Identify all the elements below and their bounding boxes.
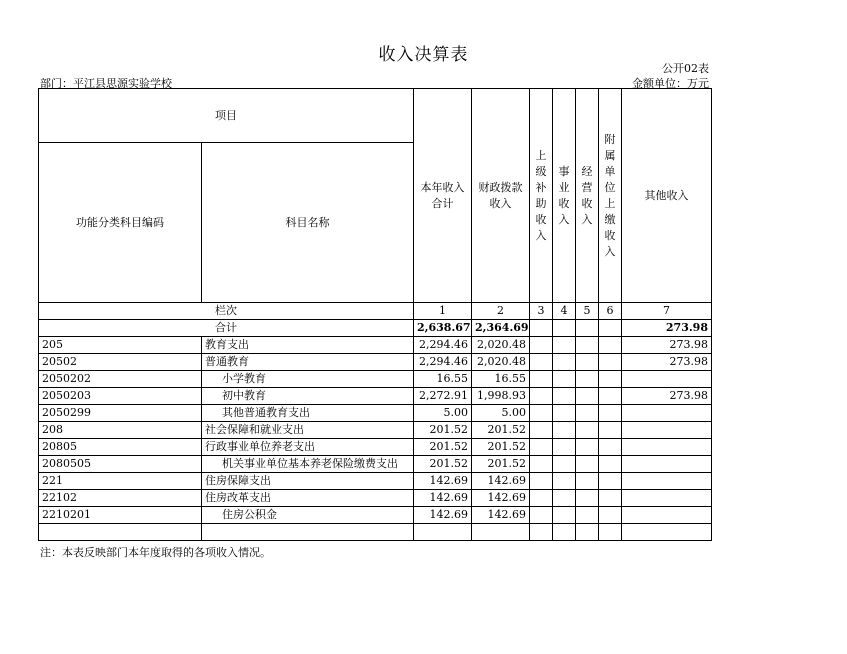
row-other	[622, 405, 712, 422]
sum-fiscal: 2,364.69	[472, 320, 530, 337]
row-code: 20502	[39, 354, 202, 371]
row-name: 其他普通教育支出	[202, 405, 414, 422]
row-name: 行政事业单位养老支出	[202, 439, 414, 456]
row-superior	[530, 422, 553, 439]
row-total: 201.52	[414, 422, 472, 439]
row-business	[553, 337, 576, 354]
empty-cell	[622, 524, 712, 541]
table-row	[39, 490, 712, 507]
sum-affiliate	[599, 320, 622, 337]
col-num: 6	[599, 303, 622, 320]
row-affiliate	[599, 456, 622, 473]
header-total: 本年收入合计	[414, 89, 472, 303]
col-num: 2	[472, 303, 530, 320]
sum-operating	[576, 320, 599, 337]
row-total: 201.52	[414, 456, 472, 473]
row-operating	[576, 507, 599, 524]
empty-cell	[530, 524, 553, 541]
row-code: 2080505	[39, 456, 202, 473]
row-code: 208	[39, 422, 202, 439]
row-operating	[576, 439, 599, 456]
footnote: 注：本表反映部门本年度取得的各项收入情况。	[40, 546, 271, 559]
row-code: 205	[39, 337, 202, 354]
empty-cell	[599, 524, 622, 541]
row-operating	[576, 490, 599, 507]
row-business	[553, 439, 576, 456]
sum-other: 273.98	[622, 320, 712, 337]
row-name: 机关事业单位基本养老保险缴费支出	[202, 456, 414, 473]
row-operating	[576, 388, 599, 405]
row-business	[553, 405, 576, 422]
row-business	[553, 388, 576, 405]
row-superior	[530, 337, 553, 354]
row-superior	[530, 456, 553, 473]
empty-cell	[576, 524, 599, 541]
empty-cell	[414, 524, 472, 541]
row-superior	[530, 473, 553, 490]
row-business	[553, 490, 576, 507]
header-operating: 经营收入	[576, 89, 599, 303]
row-superior	[530, 371, 553, 388]
row-operating	[576, 422, 599, 439]
row-business	[553, 507, 576, 524]
table-row-empty	[39, 524, 712, 541]
empty-cell	[202, 524, 414, 541]
row-fiscal: 142.69	[472, 490, 530, 507]
header-project: 项目	[39, 89, 414, 143]
row-fiscal: 142.69	[472, 473, 530, 490]
row-affiliate	[599, 371, 622, 388]
row-business	[553, 456, 576, 473]
table-row	[39, 456, 712, 473]
header-fiscal: 财政拨款收入	[472, 89, 530, 303]
col-num: 7	[622, 303, 712, 320]
header-business: 事业收入	[553, 89, 576, 303]
table-row	[39, 388, 712, 405]
header-superior: 上级补助收入	[530, 89, 553, 303]
row-code: 20805	[39, 439, 202, 456]
row-other: 273.98	[622, 354, 712, 371]
row-total: 142.69	[414, 507, 472, 524]
row-business	[553, 371, 576, 388]
row-total: 16.55	[414, 371, 472, 388]
empty-cell	[553, 524, 576, 541]
row-name: 社会保障和就业支出	[202, 422, 414, 439]
row-business	[553, 354, 576, 371]
row-operating	[576, 405, 599, 422]
table-row	[39, 507, 712, 524]
col-num: 4	[553, 303, 576, 320]
empty-cell	[472, 524, 530, 541]
row-operating	[576, 473, 599, 490]
row-other: 273.98	[622, 388, 712, 405]
row-affiliate	[599, 507, 622, 524]
row-affiliate	[599, 473, 622, 490]
sum-label: 合计	[39, 320, 414, 337]
row-operating	[576, 371, 599, 388]
row-affiliate	[599, 388, 622, 405]
row-code: 22102	[39, 490, 202, 507]
table-row	[39, 439, 712, 456]
row-operating	[576, 337, 599, 354]
row-affiliate	[599, 337, 622, 354]
row-code: 2050203	[39, 388, 202, 405]
row-total: 2,272.91	[414, 388, 472, 405]
empty-cell	[39, 524, 202, 541]
row-other	[622, 439, 712, 456]
table-row	[39, 354, 712, 371]
row-other: 273.98	[622, 337, 712, 354]
row-fiscal: 2,020.48	[472, 337, 530, 354]
row-affiliate	[599, 354, 622, 371]
row-other	[622, 490, 712, 507]
row-total: 142.69	[414, 473, 472, 490]
department-label: 部门：平江县思源实验学校	[40, 77, 172, 90]
table-row	[39, 422, 712, 439]
row-operating	[576, 456, 599, 473]
header-other: 其他收入	[622, 89, 712, 303]
row-fiscal: 201.52	[472, 456, 530, 473]
row-affiliate	[599, 490, 622, 507]
unit-label: 金额单位：万元	[632, 77, 709, 90]
row-fiscal: 1,998.93	[472, 388, 530, 405]
row-business	[553, 422, 576, 439]
row-superior	[530, 490, 553, 507]
col-num: 5	[576, 303, 599, 320]
row-total: 142.69	[414, 490, 472, 507]
row-total: 5.00	[414, 405, 472, 422]
row-name: 普通教育	[202, 354, 414, 371]
table-row	[39, 371, 712, 388]
form-code: 公开02表	[662, 62, 709, 75]
header-subject-name: 科目名称	[202, 143, 414, 303]
row-name: 住房保障支出	[202, 473, 414, 490]
row-total: 2,294.46	[414, 337, 472, 354]
header-affiliate: 附属单位上缴收入	[599, 89, 622, 303]
table-row	[39, 405, 712, 422]
row-fiscal: 2,020.48	[472, 354, 530, 371]
table-row	[39, 337, 712, 354]
row-name: 住房改革支出	[202, 490, 414, 507]
row-other	[622, 456, 712, 473]
row-superior	[530, 405, 553, 422]
sum-total: 2,638.67	[414, 320, 472, 337]
row-code: 221	[39, 473, 202, 490]
row-fiscal: 201.52	[472, 422, 530, 439]
row-other	[622, 473, 712, 490]
table-row	[39, 473, 712, 490]
page-title: 收入决算表	[378, 45, 469, 65]
row-total: 2,294.46	[414, 354, 472, 371]
row-fiscal: 16.55	[472, 371, 530, 388]
row-fiscal: 201.52	[472, 439, 530, 456]
row-other	[622, 371, 712, 388]
col-num: 1	[414, 303, 472, 320]
header-func-code: 功能分类科目编码	[39, 143, 202, 303]
row-number-label: 栏次	[39, 303, 414, 320]
sum-business	[553, 320, 576, 337]
row-other	[622, 422, 712, 439]
row-name: 住房公积金	[202, 507, 414, 524]
col-num: 3	[530, 303, 553, 320]
row-affiliate	[599, 422, 622, 439]
row-superior	[530, 388, 553, 405]
row-affiliate	[599, 405, 622, 422]
row-operating	[576, 354, 599, 371]
row-superior	[530, 507, 553, 524]
row-fiscal: 5.00	[472, 405, 530, 422]
sum-superior	[530, 320, 553, 337]
row-superior	[530, 354, 553, 371]
row-name: 教育支出	[202, 337, 414, 354]
row-total: 201.52	[414, 439, 472, 456]
row-superior	[530, 439, 553, 456]
row-name: 小学教育	[202, 371, 414, 388]
row-fiscal: 142.69	[472, 507, 530, 524]
row-code: 2210201	[39, 507, 202, 524]
row-affiliate	[599, 439, 622, 456]
row-business	[553, 473, 576, 490]
income-table	[38, 88, 712, 541]
row-name: 初中教育	[202, 388, 414, 405]
row-other	[622, 507, 712, 524]
row-code: 2050299	[39, 405, 202, 422]
row-code: 2050202	[39, 371, 202, 388]
